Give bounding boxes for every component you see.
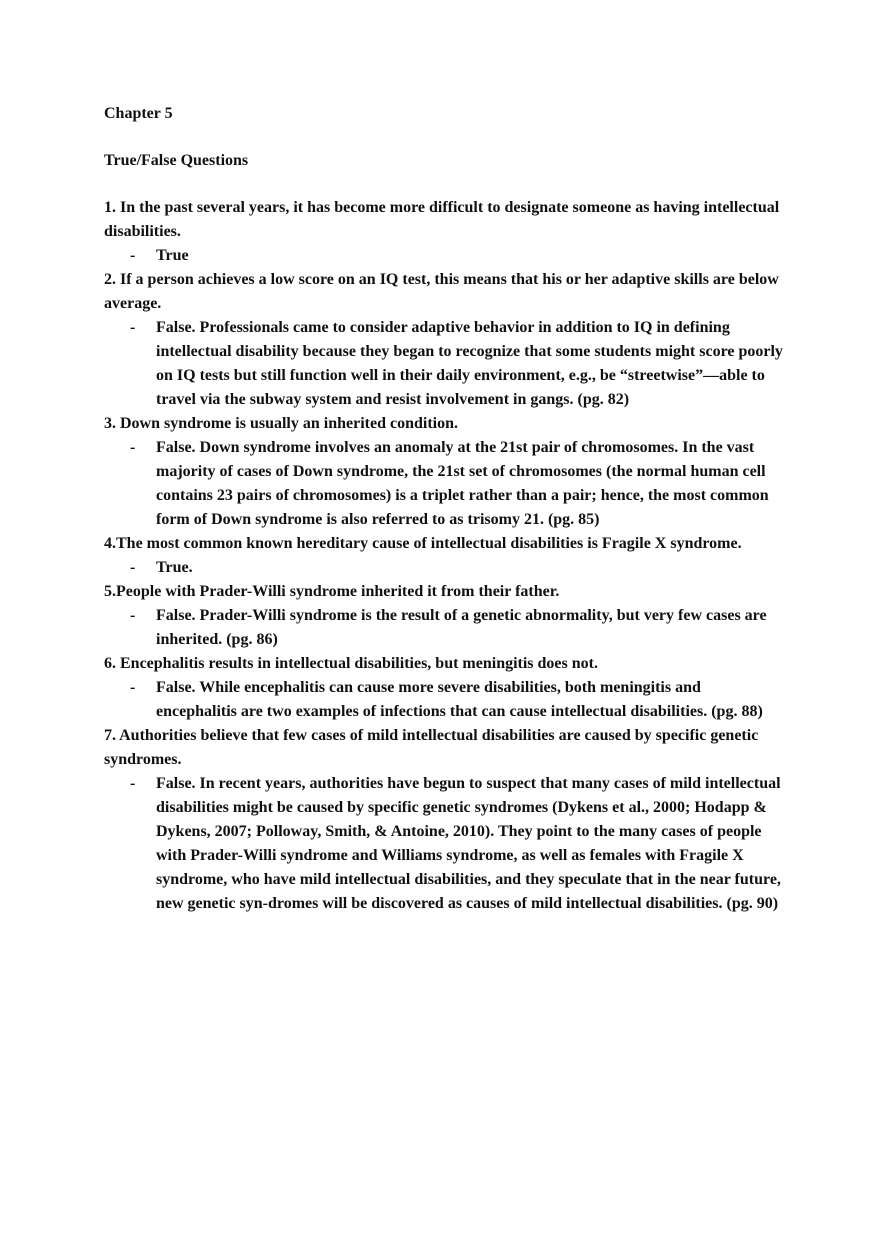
- answer-text: True: [156, 247, 189, 264]
- chapter-heading: Chapter 5: [104, 105, 173, 122]
- bullet-dash: -: [130, 775, 136, 792]
- answer-6: [104, 676, 784, 724]
- answer-7: [104, 772, 784, 916]
- bullet-dash: -: [130, 439, 136, 456]
- bullet-dash: -: [130, 247, 136, 264]
- document-content: [104, 102, 784, 916]
- answer-text: False. Down syndrome involves an anomaly at the 21st pair of chromosomes. In the vast majority of cases of Down syndrome, the 21st set of chromosomes (the normal human cell contains 23 pairs of chromosomes) is a triplet rather than a pair; hence, the most common form of Down syndrome is also referred to as trisomy 21. (pg. 85): [156, 439, 769, 528]
- answer-2: [104, 316, 784, 412]
- bullet-dash: -: [130, 607, 136, 624]
- question-1: 1. In the past several years, it has become more difficult to designate someone as having intellectual disabilities.: [104, 199, 780, 240]
- question-2: 2. If a person achieves a low score on an IQ test, this means that his or her adaptive skills are below average.: [104, 271, 779, 312]
- question-4: 4.The most common known hereditary cause of intellectual disabilities is Fragile X syndrome.: [104, 535, 742, 552]
- answer-1: [104, 244, 784, 268]
- question-list: [104, 196, 784, 916]
- bullet-dash: -: [130, 559, 136, 576]
- answer-text: False. Prader-Willi syndrome is the result of a genetic abnormality, but very few cases are inherited. (pg. 86): [156, 607, 767, 648]
- question-6: 6. Encephalitis results in intellectual disabilities, but meningitis does not.: [104, 655, 598, 672]
- section-heading: True/False Questions: [104, 152, 249, 169]
- answer-text: False. In recent years, authorities have begun to suspect that many cases of mild intellectual disabilities might be caused by specific genetic syndromes (Dykens et al., 2000; Hodapp & Dykens, 2007; Polloway, Smith, & Antoine, 2010). They point to the many cases of people with Prader-Willi syndrome and Williams syndrome, as well as females with Fragile X syndrome, who have mild intellectual disabilities, and they speculate that in the near future, new genetic syn-dromes will be discovered as causes of mild intellectual disabilities. (pg. 90): [156, 775, 781, 912]
- answer-text: True.: [156, 559, 193, 576]
- answer-text: False. Professionals came to consider adaptive behavior in addition to IQ in defining intellectual disability because they began to recognize that some students might score poorly on IQ tests but still function well in their daily environment, e.g., be “streetwise”—able to travel via the subway system and resist involvement in gangs. (pg. 82): [156, 319, 783, 408]
- bullet-dash: -: [130, 679, 136, 696]
- question-5: 5.People with Prader-Willi syndrome inherited it from their father.: [104, 583, 560, 600]
- answer-text: False. While encephalitis can cause more severe disabilities, both meningitis and encephalitis are two examples of infections that can cause intellectual disabilities. (pg. 88): [156, 679, 763, 720]
- answer-4: [104, 556, 784, 580]
- bullet-dash: -: [130, 319, 136, 336]
- answer-5: [104, 604, 784, 652]
- question-7: 7. Authorities believe that few cases of mild intellectual disabilities are caused by specific genetic syndromes.: [104, 727, 759, 768]
- question-3: 3. Down syndrome is usually an inherited condition.: [104, 415, 458, 432]
- answer-3: [104, 436, 784, 532]
